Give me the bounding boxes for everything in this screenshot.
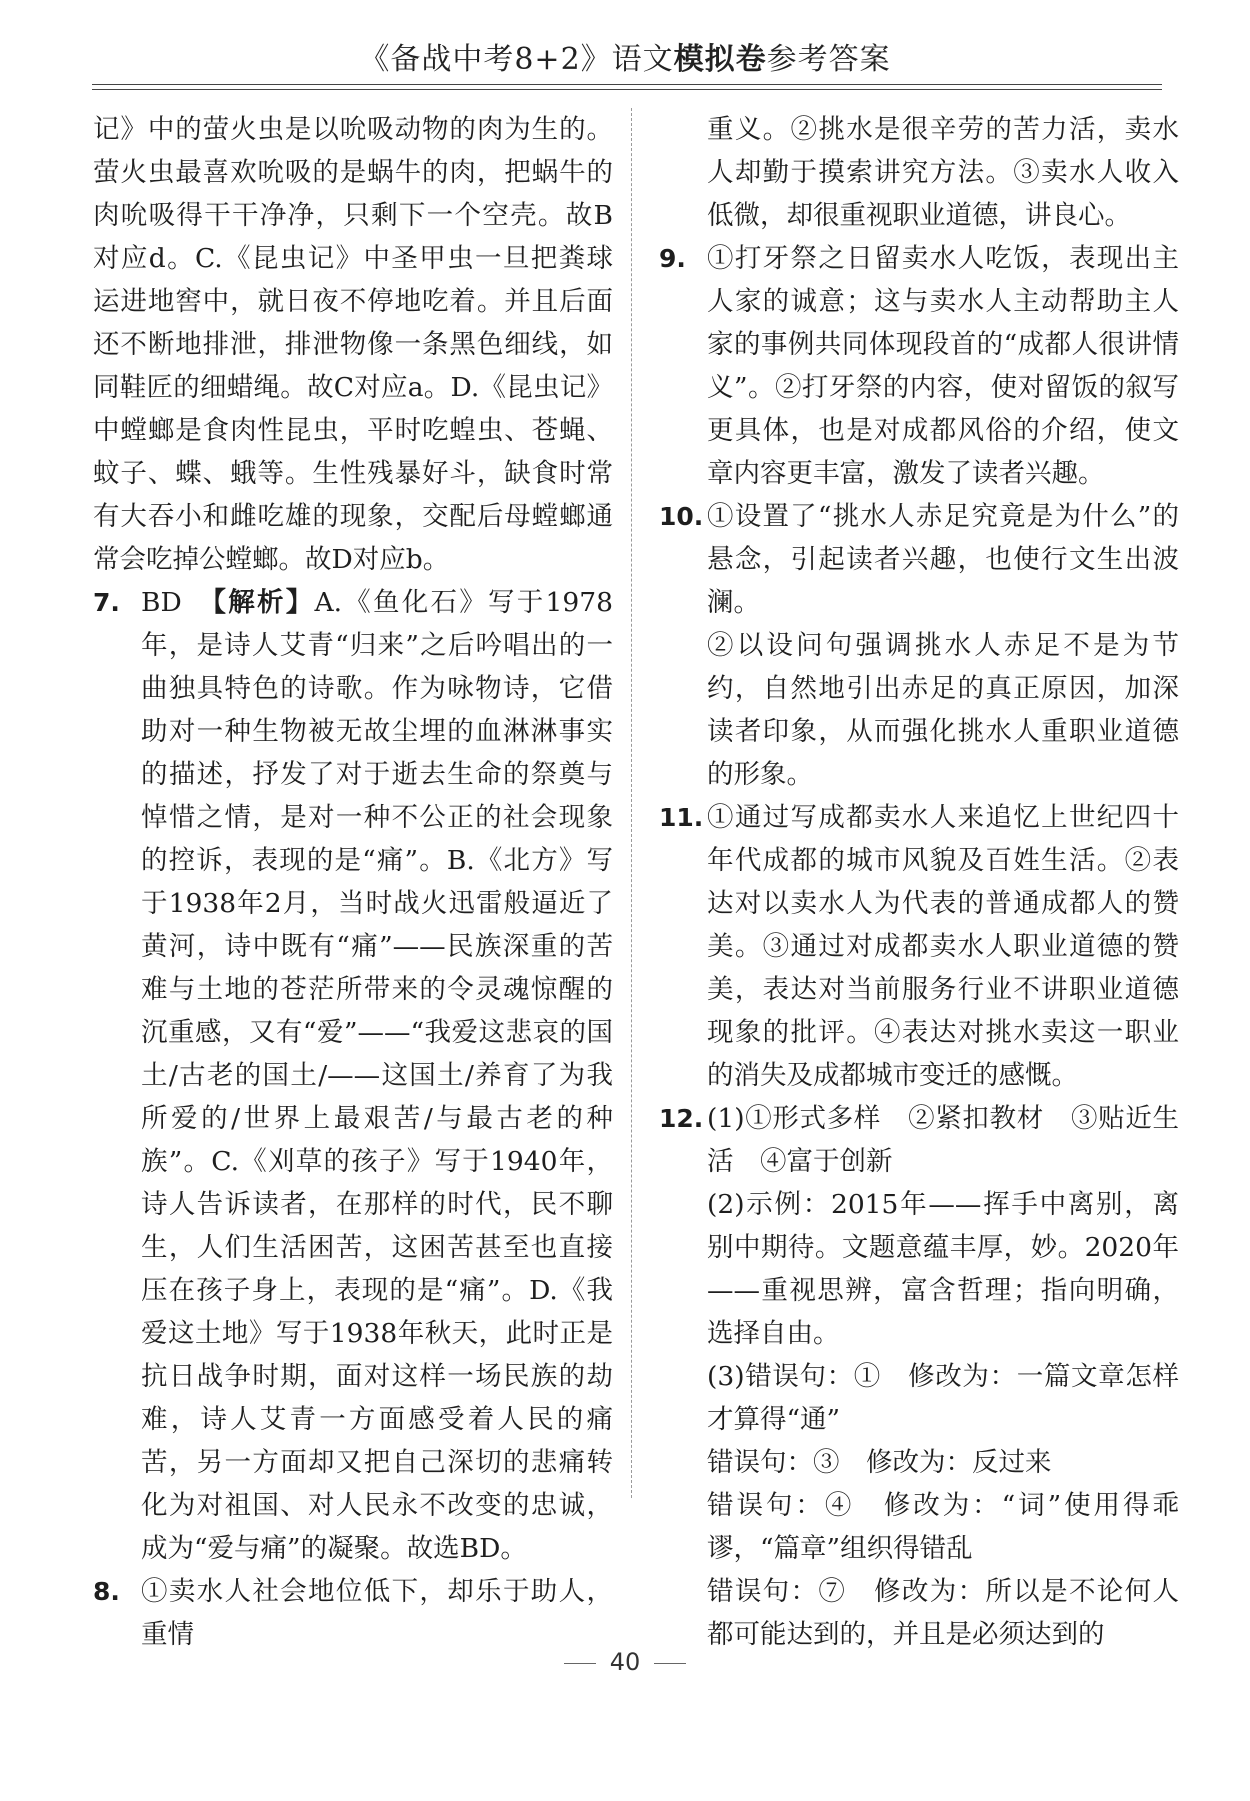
right-column [659, 108, 1179, 1656]
answer-part-3: (3)错误句：① 修改为：一篇文章怎样才算得“通” [707, 1361, 1179, 1435]
page-header [0, 0, 1250, 100]
question-8 [93, 1570, 613, 1656]
answer-text: ①卖水人社会地位低下，却乐于助人，重情 [141, 1576, 613, 1650]
q6-continuation: 记》中的萤火虫是以吮吸动物的肉为生的。萤火虫最喜欢吮吸的是蜗牛的肉，把蜗牛的肉吮吸得干干净净，只剩下一个空壳。故B对应d。C.《昆虫记》中圣甲虫一旦把粪球运进地窖中，就日夜不停地吃着。并且后面还不断地排泄，排泄物像一条黑色细线，如同鞋匠的细蜡绳。故C对应a。D.《昆虫记》中螳螂是食肉性昆虫，平时吃蝗虫、苍蝇、蚊子、蝶、蛾等。生性残暴好斗，缺食时常有大吞小和雌吃雄的现象，交配后母螳螂通常会吃掉公螳螂。故D对应b。 [93, 114, 613, 575]
answer-part-5: 错误句：④ 修改为：“词”使用得乖谬，“篇章”组织得错乱 [707, 1490, 1179, 1564]
title-suffix: 参考答案 [766, 42, 891, 77]
page-footer [0, 1648, 1250, 1676]
question-number: 10. [659, 502, 704, 531]
title-prefix: 《备战中考8+2》语文 [359, 42, 674, 77]
answer-text-a: ①设置了“挑水人赤足究竟是为什么”的悬念，引起读者兴趣，也使行文生出波澜。 [707, 501, 1179, 618]
analysis-text: A.《鱼化石》写于1978年，是诗人艾青“归来”之后吟唱出的一曲独具特色的诗歌。作为咏物诗，它借助对一种生物被无故尘埋的血淋淋事实的描述，抒发了对于逝去生命的祭奠与悼惜之情，是对一种不公正的社会现象的控诉，表现的是“痛”。B.《北方》写于1938年2月，当时战火迅雷般逼近了黄河，诗中既有“痛”——民族深重的苦难与土地的苍茫所带来的令灵魂惊醒的沉重感，又有“爱”——“我爱这悲哀的国土/古老的国土/——这国土/养育了为我所爱的/世界上最艰苦/与最古老的种族”。C.《刈草的孩子》写于1940年，诗人告诉读者，在那样的时代，民不聊生，人们生活困苦，这困苦甚至也直接压在孩子身上，表现的是“痛”。D.《我爱这土地》写于1938年秋天，此时正是抗日战争时期，面对这样一场民族的劫难，诗人艾青一方面感受着人民的痛苦，另一方面却又把自己深切的悲痛转化为对祖国、对人民永不改变的忠诚，成为“爱与痛”的凝聚。故选BD。 [141, 587, 613, 1564]
question-number: 9. [659, 244, 686, 273]
answer-part-1: (1)①形式多样 ②紧扣教材 ③贴近生活 ④富于创新 [707, 1103, 1179, 1177]
title-emphasis: 模拟卷 [673, 42, 767, 77]
answer-text-b: ②以设问句强调挑水人赤足不是为节约，自然地引出赤足的真正原因，加深读者印象，从而强化挑水人重职业道德的形象。 [707, 630, 1179, 790]
question-9 [659, 237, 1179, 495]
header-rule-top [92, 84, 1162, 85]
question-7 [93, 581, 613, 1570]
answer-part-2: (2)示例：2015年——挥手中离别，离别中期待。文题意蕴丰厚，妙。2020年——重视思辨，富含哲理；指向明确，选择自由。 [707, 1189, 1179, 1349]
answer-choice: BD [141, 587, 182, 618]
question-12 [659, 1097, 1179, 1656]
page-number: 40 [609, 1648, 641, 1676]
answer-part-4: 错误句：③ 修改为：反过来 [707, 1447, 1052, 1478]
question-number: 7. [93, 588, 120, 617]
question-number: 8. [93, 1577, 120, 1606]
question-number: 12. [659, 1104, 704, 1133]
left-column [93, 108, 613, 1656]
answer-part-6: 错误句：⑦ 修改为：所以是不论何人都可能达到的，并且是必须达到的 [707, 1576, 1179, 1650]
question-11 [659, 796, 1179, 1097]
footer-dash-left [564, 1663, 596, 1664]
question-number: 11. [659, 803, 704, 832]
column-divider [631, 108, 632, 1498]
question-10 [659, 495, 1179, 796]
header-rule-bottom [92, 89, 1162, 90]
analysis-tag: 【解析】 [212, 587, 315, 618]
answer-text: ①通过写成都卖水人来追忆上世纪四十年代成都的城市风貌及百姓生活。②表达对以卖水人为代表的普通成都人的赞美。③通过对成都卖水人职业道德的赞美，表达对当前服务行业不讲职业道德现象的批评。④表达对挑水卖这一职业的消失及成都城市变迁的感慨。 [707, 802, 1179, 1091]
page-title [0, 34, 1250, 78]
answer-text: ①打牙祭之日留卖水人吃饭，表现出主人家的诚意；这与卖水人主动帮助主人家的事例共同体现段首的“成都人很讲情义”。②打牙祭的内容，使对留饭的叙写更具体，也是对成都风俗的介绍，使文章内容更丰富，激发了读者兴趣。 [707, 243, 1179, 489]
q8-continuation: 重义。②挑水是很辛劳的苦力活，卖水人却勤于摸索讲究方法。③卖水人收入低微，却很重视职业道德，讲良心。 [707, 114, 1179, 231]
footer-dash-right [654, 1663, 686, 1664]
